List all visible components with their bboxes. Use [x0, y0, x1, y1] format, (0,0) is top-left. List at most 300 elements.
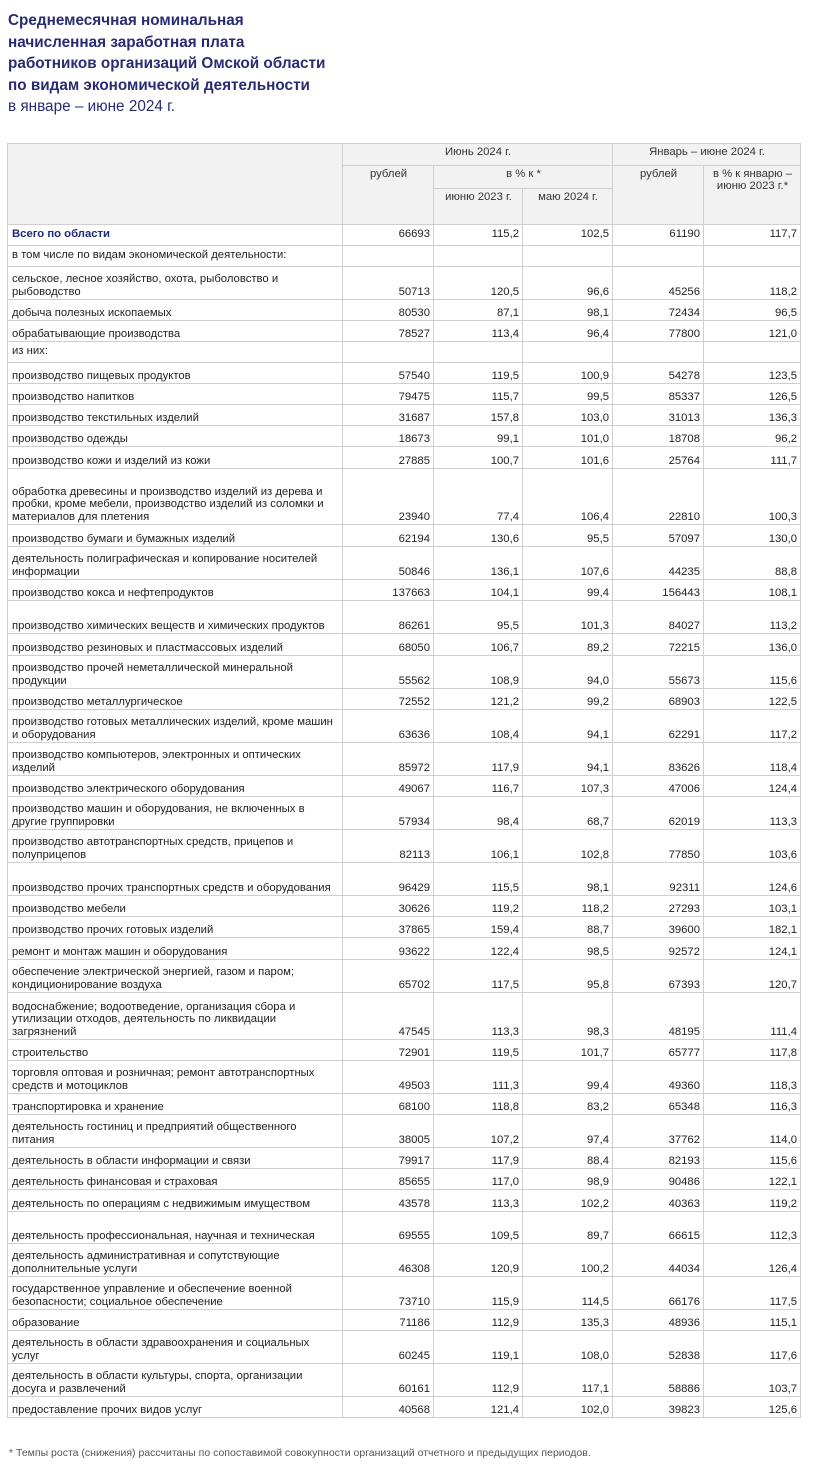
cell-vs-may-2024: 98,9: [523, 1169, 613, 1190]
cell-rubles-jan-june: 52838: [613, 1331, 704, 1364]
cell-vs-may-2024: 98,3: [523, 993, 613, 1040]
cell-vs-may-2024: 94,0: [523, 656, 613, 689]
table-row: [8, 1310, 801, 1331]
cell-rubles-jan-june: 156443: [613, 580, 704, 601]
cell-vs-june-2023: 118,8: [434, 1094, 523, 1115]
cell-rubles-jan-june: 68903: [613, 689, 704, 710]
cell-vs-jan-june-2023: 114,0: [704, 1115, 801, 1148]
cell-vs-jan-june-2023: 122,5: [704, 689, 801, 710]
cell-rubles-june: 71186: [343, 1310, 434, 1331]
cell-rubles-june: 57934: [343, 797, 434, 830]
cell-rubles-june: 86261: [343, 601, 434, 634]
cell-vs-may-2024: 107,3: [523, 776, 613, 797]
cell-vs-may-2024: 95,8: [523, 960, 613, 993]
cell-rubles-june: 68100: [343, 1094, 434, 1115]
row-label: производство машин и оборудования, не включенных в другие группировки: [8, 797, 343, 830]
page-title-line-3: работников организаций Омской области: [8, 55, 326, 72]
cell-rubles-jan-june: 39600: [613, 917, 704, 938]
row-label: производство напитков: [8, 384, 343, 405]
row-label: деятельность в области здравоохранения и социальных услуг: [8, 1331, 343, 1364]
cell-vs-may-2024: 99,5: [523, 384, 613, 405]
cell-vs-june-2023: 104,1: [434, 580, 523, 601]
row-label: производство прочих готовых изделий: [8, 917, 343, 938]
cell-vs-may-2024: 101,0: [523, 426, 613, 447]
cell-vs-june-2023: 98,4: [434, 797, 523, 830]
page-subtitle: в январе – июне 2024 г.: [8, 98, 176, 115]
cell-vs-june-2023: 108,4: [434, 710, 523, 743]
cell-vs-jan-june-2023: 120,7: [704, 960, 801, 993]
cell-vs-may-2024: 99,4: [523, 1061, 613, 1094]
cell-rubles-jan-june: 48195: [613, 993, 704, 1040]
table-row: [8, 710, 801, 743]
cell-vs-jan-june-2023: 117,8: [704, 1040, 801, 1061]
table-row: [8, 797, 801, 830]
cell-rubles-jan-june: 85337: [613, 384, 704, 405]
cell-vs-may-2024: 118,2: [523, 896, 613, 917]
table-row: [8, 447, 801, 469]
table-row: [8, 405, 801, 426]
cell-vs-june-2023: [434, 246, 523, 267]
table-header: [8, 144, 801, 225]
row-label: предоставление прочих видов услуг: [8, 1397, 343, 1418]
page-title-line-2: начисленная заработная плата: [8, 33, 245, 51]
header-period-jan-june: Январь – июне 2024 г.: [613, 144, 801, 166]
cell-rubles-june: 27885: [343, 447, 434, 469]
row-label: деятельность по операциям с недвижимым имуществом: [8, 1190, 343, 1212]
table-row: [8, 426, 801, 447]
row-label: добыча полезных ископаемых: [8, 300, 343, 321]
cell-rubles-june: 37865: [343, 917, 434, 938]
row-label: производство мебели: [8, 896, 343, 917]
cell-vs-jan-june-2023: 88,8: [704, 547, 801, 580]
row-label: производство химических веществ и химических продуктов: [8, 601, 343, 634]
cell-rubles-june: 49067: [343, 776, 434, 797]
cell-vs-may-2024: 83,2: [523, 1094, 613, 1115]
cell-vs-june-2023: 100,7: [434, 447, 523, 469]
cell-rubles-june: 47545: [343, 993, 434, 1040]
cell-vs-jan-june-2023: 117,2: [704, 710, 801, 743]
cell-rubles-june: 96429: [343, 863, 434, 896]
cell-rubles-june: [343, 342, 434, 363]
row-label: торговля оптовая и розничная; ремонт автотранспортных средств и мотоциклов: [8, 1061, 343, 1094]
cell-vs-may-2024: 100,9: [523, 363, 613, 384]
cell-vs-june-2023: 106,7: [434, 634, 523, 656]
cell-vs-jan-june-2023: 123,5: [704, 363, 801, 384]
table-row: [8, 1331, 801, 1364]
header-period-june: Июнь 2024 г.: [343, 144, 613, 166]
cell-rubles-june: 55562: [343, 656, 434, 689]
cell-vs-june-2023: 120,9: [434, 1244, 523, 1277]
cell-rubles-jan-june: 25764: [613, 447, 704, 469]
cell-vs-may-2024: 89,7: [523, 1212, 613, 1244]
cell-rubles-jan-june: 48936: [613, 1310, 704, 1331]
header-rubles-jan-june: рублей: [613, 166, 704, 225]
cell-vs-june-2023: 115,2: [434, 225, 523, 246]
row-label: производство автотранспортных средств, прицепов и полуприцепов: [8, 830, 343, 863]
cell-rubles-june: 50713: [343, 267, 434, 300]
table-row: [8, 300, 801, 321]
cell-vs-jan-june-2023: 113,3: [704, 797, 801, 830]
cell-rubles-june: 82113: [343, 830, 434, 863]
cell-vs-june-2023: 121,2: [434, 689, 523, 710]
cell-vs-jan-june-2023: 121,0: [704, 321, 801, 342]
table-row: [8, 1148, 801, 1169]
cell-rubles-jan-june: 40363: [613, 1190, 704, 1212]
cell-vs-jan-june-2023: 108,1: [704, 580, 801, 601]
row-label: производство кокса и нефтепродуктов: [8, 580, 343, 601]
cell-vs-may-2024: 68,7: [523, 797, 613, 830]
cell-vs-jan-june-2023: 112,3: [704, 1212, 801, 1244]
cell-rubles-jan-june: 37762: [613, 1115, 704, 1148]
cell-vs-june-2023: 119,5: [434, 1040, 523, 1061]
cell-vs-june-2023: 119,2: [434, 896, 523, 917]
cell-rubles-jan-june: 65777: [613, 1040, 704, 1061]
cell-vs-may-2024: 100,2: [523, 1244, 613, 1277]
header-corner: [8, 144, 343, 225]
header-percent-jan-june: в % к январю – июню 2023 г.*: [704, 166, 801, 225]
cell-rubles-june: 60245: [343, 1331, 434, 1364]
cell-vs-jan-june-2023: 111,7: [704, 447, 801, 469]
cell-vs-june-2023: 108,9: [434, 656, 523, 689]
cell-vs-jan-june-2023: 125,6: [704, 1397, 801, 1418]
cell-vs-may-2024: 102,8: [523, 830, 613, 863]
cell-vs-june-2023: 77,4: [434, 469, 523, 525]
row-label: государственное управление и обеспечение военной безопасности; социальное обеспечение: [8, 1277, 343, 1310]
table-row: [8, 321, 801, 342]
cell-rubles-june: 79475: [343, 384, 434, 405]
cell-vs-june-2023: 117,5: [434, 960, 523, 993]
cell-vs-may-2024: 88,4: [523, 1148, 613, 1169]
cell-rubles-jan-june: 44235: [613, 547, 704, 580]
header-vs-may-2024: маю 2024 г.: [523, 189, 613, 225]
cell-rubles-jan-june: 72434: [613, 300, 704, 321]
cell-vs-jan-june-2023: 124,6: [704, 863, 801, 896]
header-vs-june-2023: июню 2023 г.: [434, 189, 523, 225]
cell-vs-june-2023: 112,9: [434, 1364, 523, 1397]
cell-rubles-june: 40568: [343, 1397, 434, 1418]
cell-vs-june-2023: 87,1: [434, 300, 523, 321]
cell-vs-may-2024: 96,6: [523, 267, 613, 300]
cell-vs-jan-june-2023: 115,6: [704, 656, 801, 689]
table-row: [8, 830, 801, 863]
cell-vs-may-2024: 101,6: [523, 447, 613, 469]
cell-rubles-jan-june: 47006: [613, 776, 704, 797]
cell-vs-may-2024: 94,1: [523, 710, 613, 743]
cell-vs-may-2024: [523, 246, 613, 267]
cell-rubles-jan-june: 62291: [613, 710, 704, 743]
cell-vs-may-2024: 99,2: [523, 689, 613, 710]
row-label: производство прочей неметаллической минеральной продукции: [8, 656, 343, 689]
cell-rubles-june: 66693: [343, 225, 434, 246]
row-label: из них:: [8, 342, 343, 363]
table-row: [8, 580, 801, 601]
cell-vs-june-2023: 107,2: [434, 1115, 523, 1148]
table-row: [8, 246, 801, 267]
table-row: [8, 938, 801, 960]
cell-rubles-jan-june: 45256: [613, 267, 704, 300]
cell-rubles-june: 72552: [343, 689, 434, 710]
cell-vs-june-2023: 113,3: [434, 1190, 523, 1212]
cell-rubles-jan-june: 58886: [613, 1364, 704, 1397]
table-row: [8, 1040, 801, 1061]
table-row: [8, 525, 801, 547]
cell-vs-june-2023: 95,5: [434, 601, 523, 634]
table-row: [8, 896, 801, 917]
table-row: [8, 634, 801, 656]
cell-vs-may-2024: 102,0: [523, 1397, 613, 1418]
cell-rubles-june: 60161: [343, 1364, 434, 1397]
cell-rubles-june: 31687: [343, 405, 434, 426]
cell-vs-jan-june-2023: 119,2: [704, 1190, 801, 1212]
cell-rubles-jan-june: 83626: [613, 743, 704, 776]
cell-vs-june-2023: 117,9: [434, 743, 523, 776]
cell-vs-june-2023: 122,4: [434, 938, 523, 960]
row-label: строительство: [8, 1040, 343, 1061]
cell-rubles-june: 137663: [343, 580, 434, 601]
cell-vs-may-2024: 99,4: [523, 580, 613, 601]
cell-vs-jan-june-2023: 111,4: [704, 993, 801, 1040]
cell-rubles-june: 49503: [343, 1061, 434, 1094]
cell-rubles-jan-june: 54278: [613, 363, 704, 384]
row-label: образование: [8, 1310, 343, 1331]
cell-vs-jan-june-2023: 100,3: [704, 469, 801, 525]
row-label: производство прочих транспортных средств и оборудования: [8, 863, 343, 896]
cell-vs-june-2023: 99,1: [434, 426, 523, 447]
table-row: [8, 863, 801, 896]
row-label: производство электрического оборудования: [8, 776, 343, 797]
cell-vs-jan-june-2023: 117,6: [704, 1331, 801, 1364]
cell-vs-june-2023: 157,8: [434, 405, 523, 426]
cell-rubles-jan-june: 49360: [613, 1061, 704, 1094]
cell-rubles-jan-june: 31013: [613, 405, 704, 426]
table-row: [8, 776, 801, 797]
row-label: производство резиновых и пластмассовых изделий: [8, 634, 343, 656]
cell-rubles-jan-june: 44034: [613, 1244, 704, 1277]
table-row: [8, 993, 801, 1040]
cell-vs-may-2024: 96,4: [523, 321, 613, 342]
cell-vs-jan-june-2023: 96,5: [704, 300, 801, 321]
cell-vs-may-2024: 102,2: [523, 1190, 613, 1212]
cell-rubles-jan-june: 18708: [613, 426, 704, 447]
cell-vs-jan-june-2023: 126,5: [704, 384, 801, 405]
row-label: производство одежды: [8, 426, 343, 447]
cell-rubles-june: 63636: [343, 710, 434, 743]
cell-rubles-jan-june: [613, 342, 704, 363]
cell-rubles-jan-june: [613, 246, 704, 267]
cell-vs-june-2023: 111,3: [434, 1061, 523, 1094]
cell-vs-june-2023: 121,4: [434, 1397, 523, 1418]
cell-vs-june-2023: 115,9: [434, 1277, 523, 1310]
cell-vs-june-2023: 136,1: [434, 547, 523, 580]
table-row: [8, 1212, 801, 1244]
cell-rubles-jan-june: 92572: [613, 938, 704, 960]
cell-vs-june-2023: 113,3: [434, 993, 523, 1040]
table-row: [8, 1061, 801, 1094]
row-label: производство бумаги и бумажных изделий: [8, 525, 343, 547]
cell-vs-jan-june-2023: 126,4: [704, 1244, 801, 1277]
table-row: [8, 1094, 801, 1115]
cell-rubles-jan-june: 62019: [613, 797, 704, 830]
row-label: обработка древесины и производство изделий из дерева и пробки, кроме мебели, производство изделий из соломки и материалов для плетения: [8, 469, 343, 525]
table-row: [8, 267, 801, 300]
cell-rubles-june: [343, 246, 434, 267]
cell-vs-may-2024: 117,1: [523, 1364, 613, 1397]
table-row: [8, 1277, 801, 1310]
row-label: деятельность полиграфическая и копирование носителей информации: [8, 547, 343, 580]
cell-rubles-jan-june: 67393: [613, 960, 704, 993]
cell-rubles-june: 93622: [343, 938, 434, 960]
cell-rubles-june: 23940: [343, 469, 434, 525]
cell-vs-june-2023: 120,5: [434, 267, 523, 300]
table-row: [8, 469, 801, 525]
cell-rubles-june: 30626: [343, 896, 434, 917]
cell-vs-may-2024: 95,5: [523, 525, 613, 547]
table-row: [8, 225, 801, 246]
cell-vs-may-2024: [523, 342, 613, 363]
header-rubles-june: рублей: [343, 166, 434, 225]
cell-vs-may-2024: 114,5: [523, 1277, 613, 1310]
cell-vs-jan-june-2023: 116,3: [704, 1094, 801, 1115]
table-row: [8, 1115, 801, 1148]
cell-vs-june-2023: 112,9: [434, 1310, 523, 1331]
cell-vs-jan-june-2023: 115,1: [704, 1310, 801, 1331]
cell-rubles-jan-june: 90486: [613, 1169, 704, 1190]
row-label: производство кожи и изделий из кожи: [8, 447, 343, 469]
cell-vs-jan-june-2023: 113,2: [704, 601, 801, 634]
page-title-line-1: Среднемесячная номинальная: [8, 12, 244, 29]
cell-rubles-jan-june: 22810: [613, 469, 704, 525]
cell-rubles-jan-june: 72215: [613, 634, 704, 656]
cell-rubles-jan-june: 92311: [613, 863, 704, 896]
cell-rubles-june: 78527: [343, 321, 434, 342]
cell-vs-may-2024: 98,1: [523, 863, 613, 896]
cell-vs-jan-june-2023: 117,5: [704, 1277, 801, 1310]
cell-rubles-june: 68050: [343, 634, 434, 656]
cell-rubles-june: 85655: [343, 1169, 434, 1190]
cell-rubles-june: 18673: [343, 426, 434, 447]
cell-vs-jan-june-2023: 130,0: [704, 525, 801, 547]
table-row: [8, 743, 801, 776]
table-row: [8, 601, 801, 634]
cell-rubles-june: 46308: [343, 1244, 434, 1277]
cell-vs-jan-june-2023: 182,1: [704, 917, 801, 938]
cell-vs-may-2024: 135,3: [523, 1310, 613, 1331]
cell-vs-may-2024: 88,7: [523, 917, 613, 938]
cell-vs-may-2024: 103,0: [523, 405, 613, 426]
cell-vs-may-2024: 101,7: [523, 1040, 613, 1061]
row-label: производство компьютеров, электронных и оптических изделий: [8, 743, 343, 776]
cell-vs-june-2023: 116,7: [434, 776, 523, 797]
wages-table: [7, 143, 801, 1418]
cell-rubles-jan-june: 66176: [613, 1277, 704, 1310]
table-row: [8, 1364, 801, 1397]
cell-vs-june-2023: 159,4: [434, 917, 523, 938]
cell-rubles-jan-june: 84027: [613, 601, 704, 634]
table-row: [8, 342, 801, 363]
table-row: [8, 656, 801, 689]
table-body: [8, 225, 801, 1418]
cell-rubles-jan-june: 55673: [613, 656, 704, 689]
cell-vs-june-2023: 115,7: [434, 384, 523, 405]
table-row: [8, 917, 801, 938]
row-label: деятельность в области культуры, спорта, организации досуга и развлечений: [8, 1364, 343, 1397]
cell-vs-may-2024: 107,6: [523, 547, 613, 580]
cell-vs-june-2023: 106,1: [434, 830, 523, 863]
cell-vs-june-2023: 115,5: [434, 863, 523, 896]
cell-rubles-june: 85972: [343, 743, 434, 776]
cell-vs-may-2024: 98,5: [523, 938, 613, 960]
cell-rubles-june: 73710: [343, 1277, 434, 1310]
table-row: [8, 960, 801, 993]
row-label: производство текстильных изделий: [8, 405, 343, 426]
cell-rubles-june: 62194: [343, 525, 434, 547]
row-label: обрабатывающие производства: [8, 321, 343, 342]
row-label: деятельность в области информации и связи: [8, 1148, 343, 1169]
cell-rubles-june: 72901: [343, 1040, 434, 1061]
cell-vs-jan-june-2023: 118,3: [704, 1061, 801, 1094]
cell-rubles-june: 38005: [343, 1115, 434, 1148]
cell-vs-may-2024: 89,2: [523, 634, 613, 656]
cell-vs-jan-june-2023: 115,6: [704, 1148, 801, 1169]
cell-rubles-june: 57540: [343, 363, 434, 384]
cell-vs-june-2023: [434, 342, 523, 363]
cell-rubles-june: 50846: [343, 547, 434, 580]
cell-rubles-jan-june: 77850: [613, 830, 704, 863]
cell-vs-june-2023: 109,5: [434, 1212, 523, 1244]
table-row: [8, 1169, 801, 1190]
header-percent-june: в % к *: [434, 166, 613, 189]
cell-vs-may-2024: 97,4: [523, 1115, 613, 1148]
cell-rubles-jan-june: 39823: [613, 1397, 704, 1418]
cell-vs-jan-june-2023: 103,6: [704, 830, 801, 863]
row-label: деятельность административная и сопутствующие дополнительные услуги: [8, 1244, 343, 1277]
table-row: [8, 1397, 801, 1418]
cell-rubles-jan-june: 57097: [613, 525, 704, 547]
row-label: транспортировка и хранение: [8, 1094, 343, 1115]
cell-rubles-june: 80530: [343, 300, 434, 321]
row-label: деятельность финансовая и страховая: [8, 1169, 343, 1190]
row-label: производство пищевых продуктов: [8, 363, 343, 384]
row-label: Всего по области: [8, 225, 343, 246]
cell-vs-jan-june-2023: 103,7: [704, 1364, 801, 1397]
cell-vs-may-2024: 98,1: [523, 300, 613, 321]
cell-vs-may-2024: 108,0: [523, 1331, 613, 1364]
cell-rubles-jan-june: 66615: [613, 1212, 704, 1244]
cell-vs-jan-june-2023: 118,4: [704, 743, 801, 776]
row-label: обеспечение электрической энергией, газом и паром; кондиционирование воздуха: [8, 960, 343, 993]
row-label: деятельность профессиональная, научная и техническая: [8, 1212, 343, 1244]
row-label: производство готовых металлических изделий, кроме машин и оборудования: [8, 710, 343, 743]
cell-rubles-june: 43578: [343, 1190, 434, 1212]
cell-vs-may-2024: 101,3: [523, 601, 613, 634]
cell-rubles-june: 79917: [343, 1148, 434, 1169]
title-block: [8, 10, 808, 118]
footnote: * Темпы роста (снижения) рассчитаны по сопоставимой совокупности организаций отчетного и предыдущих периодов.: [9, 1447, 591, 1459]
cell-vs-jan-june-2023: [704, 246, 801, 267]
table-row: [8, 547, 801, 580]
cell-rubles-jan-june: 77800: [613, 321, 704, 342]
cell-vs-june-2023: 119,1: [434, 1331, 523, 1364]
cell-vs-jan-june-2023: 124,1: [704, 938, 801, 960]
cell-rubles-jan-june: 61190: [613, 225, 704, 246]
cell-rubles-jan-june: 65348: [613, 1094, 704, 1115]
cell-rubles-jan-june: 27293: [613, 896, 704, 917]
cell-vs-may-2024: 94,1: [523, 743, 613, 776]
table-row: [8, 1190, 801, 1212]
cell-vs-june-2023: 119,5: [434, 363, 523, 384]
row-label: в том числе по видам экономической деятельности:: [8, 246, 343, 267]
cell-vs-june-2023: 130,6: [434, 525, 523, 547]
